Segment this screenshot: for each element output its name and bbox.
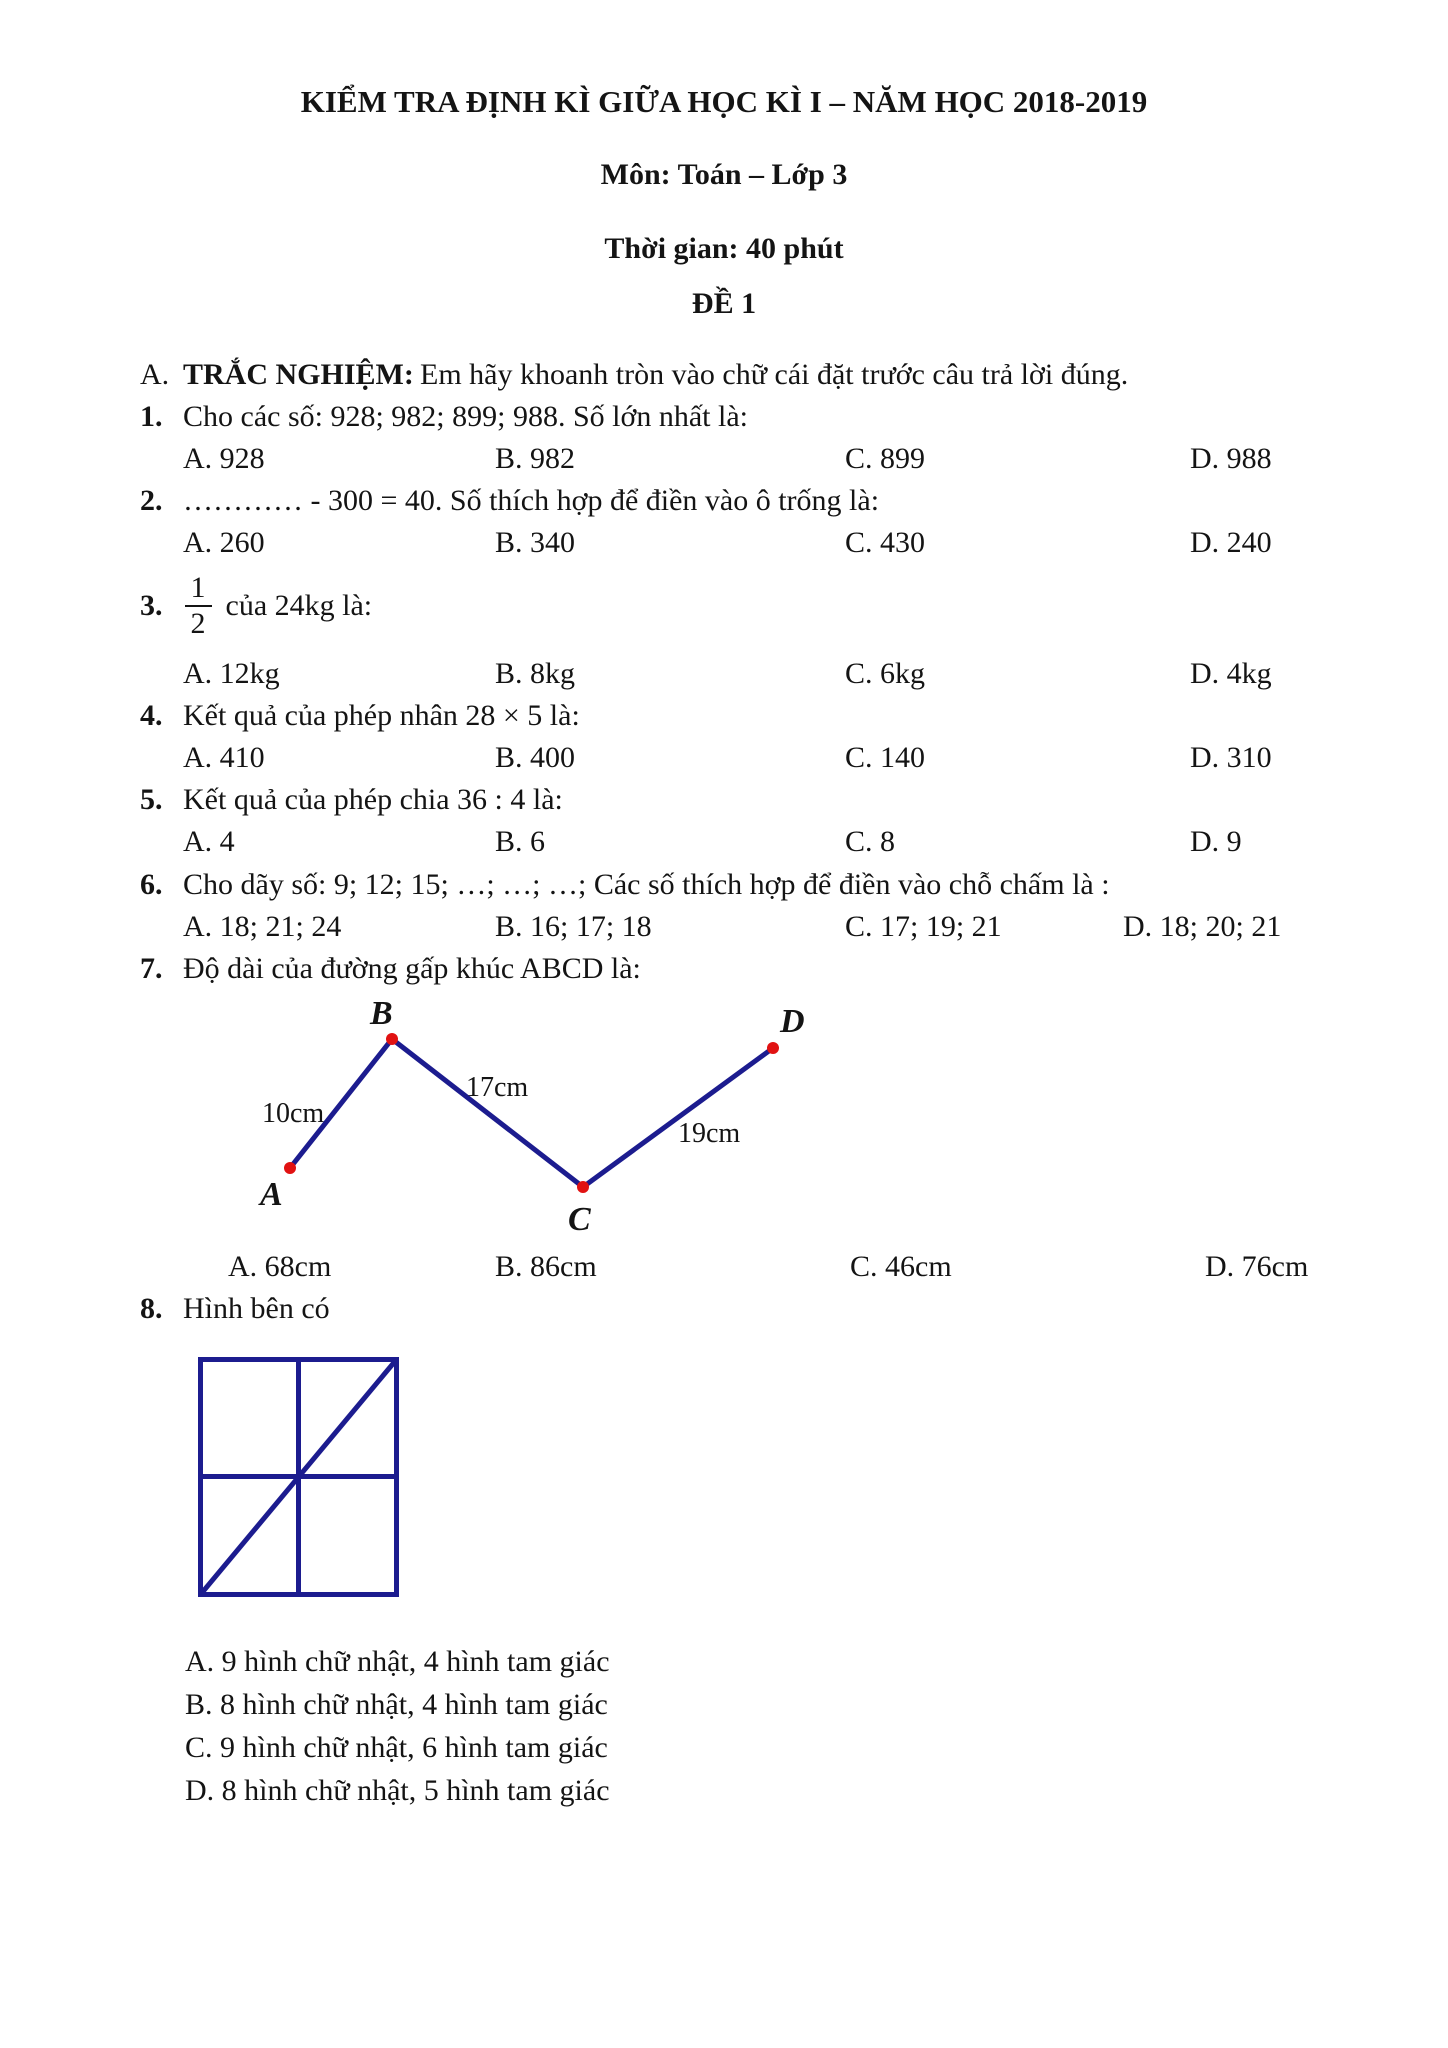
option-b: B. 8 hình chữ nhật, 4 hình tam giác	[185, 1688, 608, 1721]
question-3-number: 3.	[140, 589, 163, 622]
question-3-text: của 24kg là:	[225, 589, 373, 622]
polyline-figure-abcd	[220, 990, 840, 1255]
option-b: B. 982	[495, 442, 576, 475]
square-figure	[198, 1357, 399, 1597]
vertex-dot-b	[386, 1033, 398, 1045]
vertex-dot-d	[767, 1042, 779, 1054]
option-c: C. 140	[845, 741, 926, 774]
section-a-heading	[0, 358, 1448, 400]
question-5-text: Kết quả của phép chia 36 : 4 là:	[183, 783, 563, 816]
option-a: A. 4	[183, 825, 235, 858]
question-7-number: 7.	[140, 952, 163, 985]
question-8-option-c	[0, 1731, 1448, 1773]
question-4-text: Kết quả của phép nhân 28 × 5 là:	[183, 699, 580, 732]
option-b: B. 8kg	[495, 657, 576, 690]
vertex-label-d: D	[780, 1003, 805, 1040]
question-1-number: 1.	[140, 400, 163, 433]
question-7-text: Độ dài của đường gấp khúc ABCD là:	[183, 952, 641, 985]
option-d: D. 18; 20; 21	[1123, 910, 1282, 943]
exam-code: ĐỀ 1	[691, 287, 757, 320]
question-1-text: Cho các số: 928; 982; 899; 988. Số lớn nhất là:	[183, 400, 748, 433]
segment-label-ab: 10cm	[262, 1098, 325, 1129]
polyline-segments	[290, 1039, 773, 1187]
question-4-number: 4.	[140, 699, 163, 732]
subject-line: Môn: Toán – Lớp 3	[600, 158, 848, 191]
option-d: D. 8 hình chữ nhật, 5 hình tam giác	[185, 1774, 610, 1807]
option-d: D. 988	[1190, 442, 1272, 475]
section-a-name: TRẮC NGHIỆM:	[183, 358, 414, 391]
question-8-option-d	[0, 1774, 1448, 1816]
vertex-dot-a	[284, 1162, 296, 1174]
question-3	[140, 556, 372, 656]
question-6	[0, 868, 1448, 910]
option-b: B. 6	[495, 825, 546, 858]
option-d: D. 76cm	[1205, 1250, 1309, 1283]
segment-label-bc: 17cm	[466, 1072, 529, 1103]
option-a: A. 260	[183, 526, 265, 559]
duration-line: Thời gian: 40 phút	[604, 232, 844, 265]
option-d: D. 9	[1190, 825, 1242, 858]
question-8-option-a	[0, 1645, 1448, 1687]
question-1-options	[0, 442, 1448, 484]
question-6-options	[0, 910, 1448, 952]
option-c: C. 430	[845, 526, 926, 559]
option-c: C. 9 hình chữ nhật, 6 hình tam giác	[185, 1731, 608, 1764]
question-8	[0, 1292, 1448, 1334]
option-c: C. 46cm	[850, 1250, 952, 1283]
option-d: D. 240	[1190, 526, 1272, 559]
vertex-label-a: A	[260, 1176, 283, 1213]
fraction-one-half	[185, 571, 212, 642]
question-2-text: ………… - 300 = 40. Số thích hợp để điền vào ô trống là:	[183, 484, 880, 517]
question-2	[0, 484, 1448, 526]
option-d: D. 4kg	[1190, 657, 1272, 690]
question-5-options	[0, 825, 1448, 867]
fraction-numerator: 1	[190, 570, 206, 604]
question-7-options	[0, 1250, 1448, 1292]
question-8-text: Hình bên có	[183, 1292, 330, 1325]
option-a: A. 18; 21; 24	[183, 910, 342, 943]
question-8-option-b	[0, 1688, 1448, 1730]
question-5-number: 5.	[140, 783, 163, 816]
vertex-dot-c	[577, 1181, 589, 1193]
segment-label-cd: 19cm	[678, 1118, 741, 1149]
question-2-number: 2.	[140, 484, 163, 517]
vertex-label-b: B	[370, 995, 393, 1032]
option-a: A. 68cm	[228, 1250, 332, 1283]
option-b: B. 340	[495, 526, 576, 559]
option-a: A. 9 hình chữ nhật, 4 hình tam giác	[185, 1645, 610, 1678]
page-title: KIỂM TRA ĐỊNH KÌ GIỮA HỌC KÌ I – NĂM HỌC 2018-2019	[300, 84, 1148, 119]
section-a-label: A.	[140, 358, 170, 391]
option-a: A. 410	[183, 741, 265, 774]
option-b: B. 400	[495, 741, 576, 774]
question-3-options	[0, 657, 1448, 699]
fraction-denominator: 2	[185, 605, 212, 642]
option-c: C. 17; 19; 21	[845, 910, 1002, 943]
option-a: A. 12kg	[183, 657, 280, 690]
section-a-instruction: Em hãy khoanh tròn vào chữ cái đặt trước câu trả lời đúng.	[420, 358, 1129, 391]
question-8-number: 8.	[140, 1292, 163, 1325]
question-6-text: Cho dãy số: 9; 12; 15; …; …; …; Các số thích hợp để điền vào chỗ chấm là :	[183, 868, 1110, 901]
question-6-number: 6.	[140, 868, 163, 901]
option-a: A. 928	[183, 442, 265, 475]
question-4	[0, 699, 1448, 741]
question-7	[0, 952, 1448, 994]
question-4-options	[0, 741, 1448, 783]
question-5	[0, 783, 1448, 825]
option-c: C. 6kg	[845, 657, 926, 690]
question-1	[0, 400, 1448, 442]
option-b: B. 16; 17; 18	[495, 910, 652, 943]
option-d: D. 310	[1190, 741, 1272, 774]
option-b: B. 86cm	[495, 1250, 597, 1283]
option-c: C. 8	[845, 825, 896, 858]
vertex-label-c: C	[568, 1201, 591, 1238]
option-c: C. 899	[845, 442, 926, 475]
